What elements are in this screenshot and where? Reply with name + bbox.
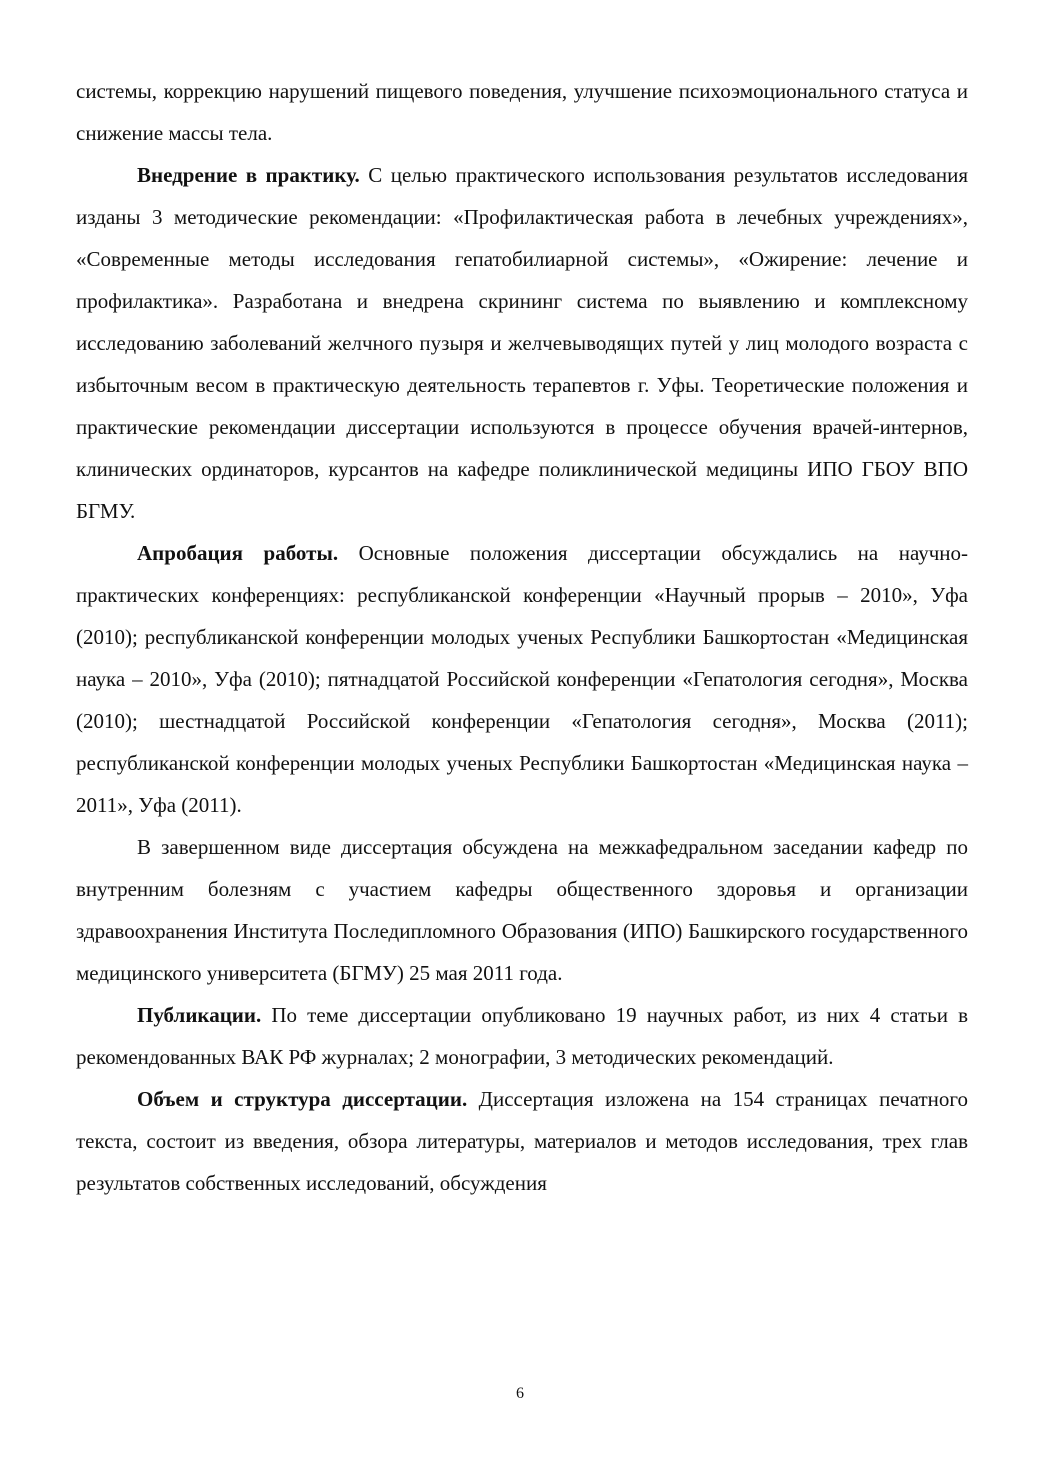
paragraph-continuation	[76, 70, 968, 154]
paragraph-publications	[76, 994, 968, 1078]
paragraph-text: С целью практического использования результатов исследования изданы 3 методические рекомендации: «Профилактическая работа в лечебных учреждениях», «Современные методы исследования гепатобилиарной системы», «Ожирение: лечение и профилактика». Разработана и внедрена скрининг система по выявлению и комплексному исследованию заболеваний желчного пузыря и желчевыводящих путей у лиц молодого возраста с избыточным весом в практическую деятельность терапевтов г. Уфы. Теоретические положения и практические рекомендации диссертации используются в процессе обучения врачей-интернов, клинических ординаторов, курсантов на кафедре поликлинической медицины ИПО ГБОУ ВПО БГМУ.	[76, 163, 968, 523]
paragraph-heading: Объем и структура диссертации.	[137, 1087, 468, 1111]
page-number: 6	[516, 1385, 524, 1402]
paragraph-implementation	[76, 154, 968, 532]
paragraph-heading: Внедрение в практику.	[137, 163, 360, 187]
paragraph-structure	[76, 1078, 968, 1204]
paragraph-text: По теме диссертации опубликовано 19 научных работ, из них 4 статьи в рекомендованных ВАК РФ журналах; 2 монографии, 3 методических рекомендаций.	[76, 1003, 968, 1069]
paragraph-text: системы, коррекцию нарушений пищевого поведения, улучшение психоэмоционального статуса и снижение массы тела.	[76, 79, 968, 145]
paragraph-heading: Публикации.	[137, 1003, 262, 1027]
paragraph-text: Диссертация изложена на 154 страницах печатного текста, состоит из введения, обзора литературы, материалов и методов исследования, трех глав результатов собственных исследований, обсуждения	[76, 1087, 968, 1195]
paragraph-text: Основные положения диссертации обсуждались на научно-практических конференциях: республиканской конференции «Научный прорыв – 2010», Уфа (2010); республиканской конференции молодых ученых Республики Башкортостан «Медицинская наука – 2010», Уфа (2010); пятнадцатой Российской конференции «Гепатология сегодня», Москва (2010); шестнадцатой Российской конференции «Гепатология сегодня», Москва (2011); республиканской конференции молодых ученых Республики Башкортостан «Медицинская наука – 2011», Уфа (2011).	[76, 541, 968, 817]
paragraph-heading: Апробация работы.	[137, 541, 339, 565]
paragraph-discussion	[76, 826, 968, 994]
document-page	[76, 70, 968, 1204]
paragraph-text: В завершенном виде диссертация обсуждена на межкафедральном заседании кафедр по внутренним болезням с участием кафедры общественного здоровья и организации здравоохранения Института Последипломного Образования (ИПО) Башкирского государственного медицинского университета (БГМУ) 25 мая 2011 года.	[76, 835, 968, 985]
paragraph-approbation	[76, 532, 968, 826]
